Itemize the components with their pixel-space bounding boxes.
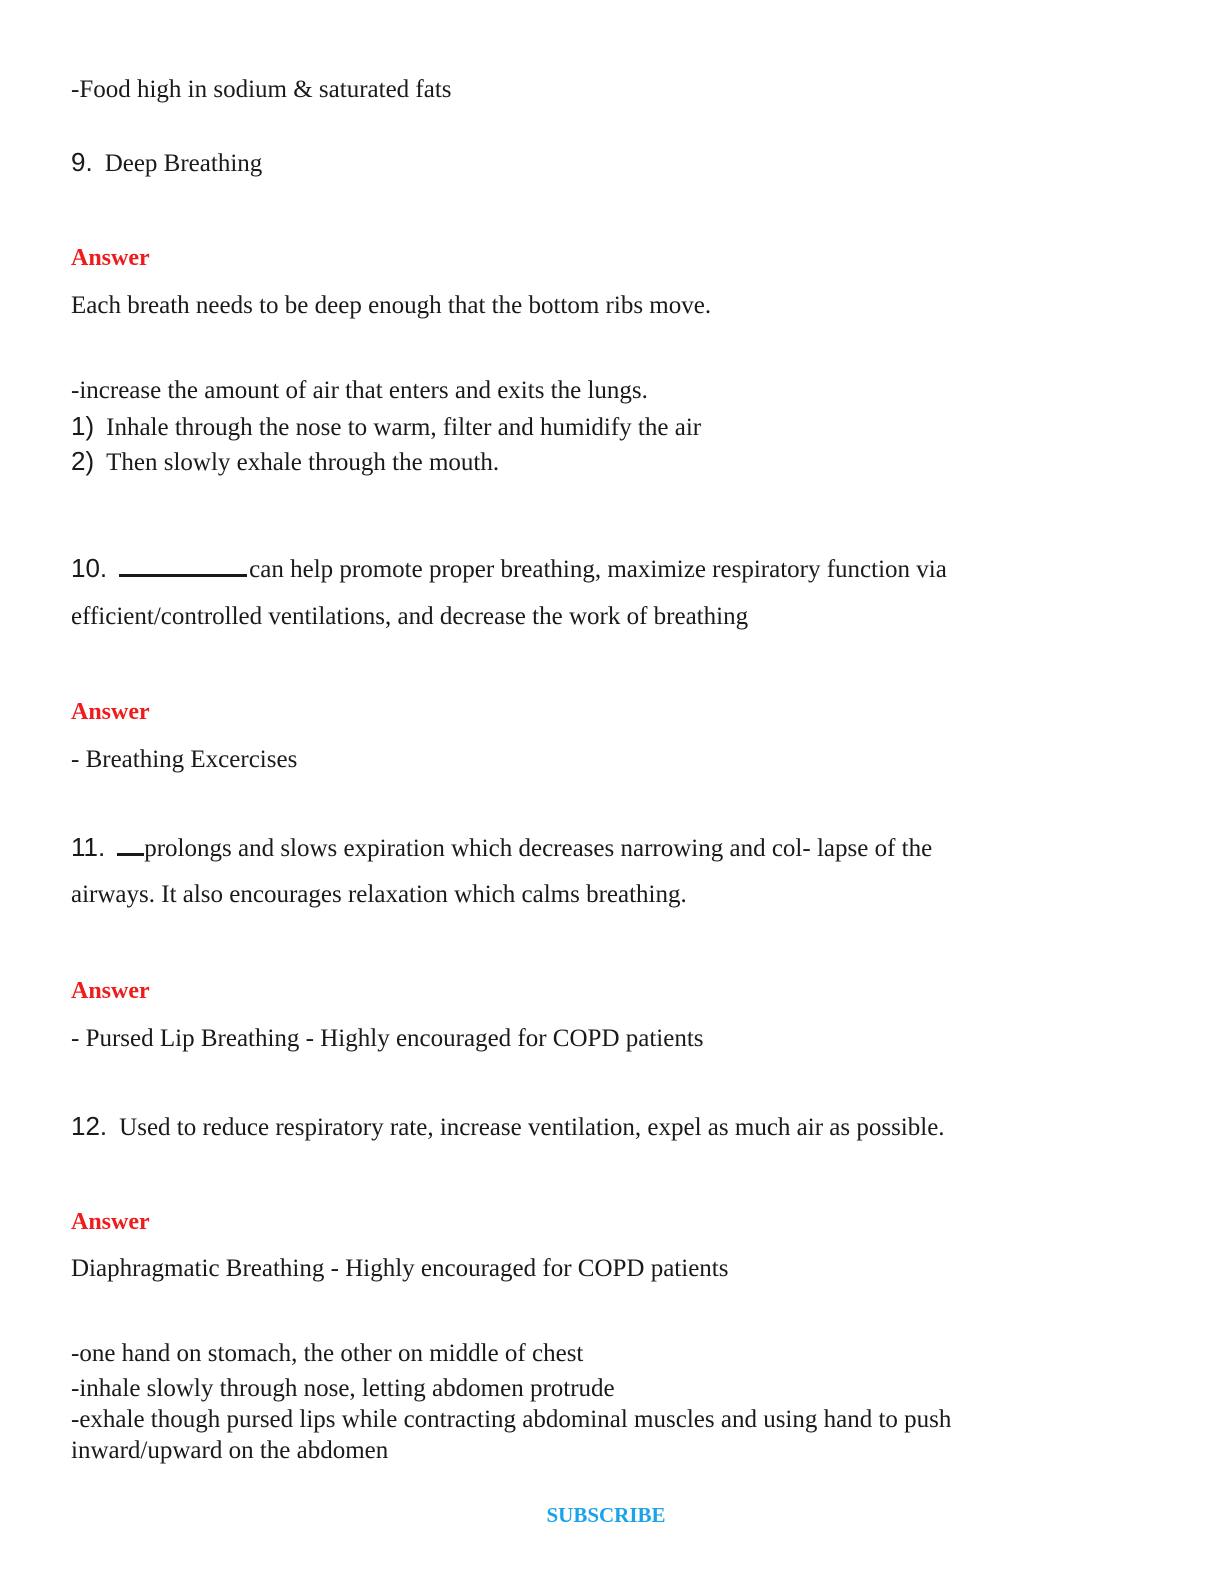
question-10-answer: - Breathing Excercises [71,746,298,773]
question-9-step-2 [71,446,499,478]
question-12-answer: Diaphragmatic Breathing - Highly encouraged for COPD patients [71,1255,729,1282]
question-12 [71,1111,945,1143]
question-9-number: 9. [71,147,93,177]
step-2-text: Then slowly exhale through the mouth. [106,449,500,476]
question-11-text-line2: airways. It also encourages relaxation which calms breathing. [71,881,687,908]
question-12-detail-1: -one hand on stomach, the other on middle of chest [71,1340,584,1367]
question-10-text-line1: can help promote proper breathing, maximize respiratory function via [249,556,947,583]
question-11-blank [117,835,144,856]
question-9-text: Deep Breathing [104,150,263,177]
question-12-detail-3: -exhale though pursed lips while contracting abdominal muscles and using hand to push [71,1406,952,1433]
question-11-text-line1: prolongs and slows expiration which decreases narrowing and col- lapse of the [144,835,933,862]
step-1-number: 1) [71,411,95,441]
question-10-text-line2: efficient/controlled ventilations, and decrease the work of breathing [71,603,749,630]
question-9-detail: -increase the amount of air that enters and exits the lungs. [71,377,648,404]
question-10-blank [119,556,247,577]
question-9-answer: Each breath needs to be deep enough that the bottom ribs move. [71,292,712,319]
step-2-number: 2) [71,446,95,476]
question-11-answer: - Pursed Lip Breathing - Highly encouraged for COPD patients [71,1025,704,1052]
question-9 [71,147,262,179]
question-12-answer-label: Answer [71,1209,150,1235]
question-10-number: 10. [71,553,108,583]
question-12-detail-4: inward/upward on the abdomen [71,1437,389,1464]
step-1-text: Inhale through the nose to warm, filter and humidify the air [106,414,702,441]
question-11-number: 11. [71,832,106,862]
subscribe-link[interactable]: SUBSCRIBE [546,1503,666,1527]
question-11-answer-label: Answer [71,978,150,1004]
question-9-answer-label: Answer [71,245,150,271]
question-10 [71,553,947,585]
question-10-answer-label: Answer [71,699,150,725]
question-11 [71,832,932,864]
question-12-detail-2: -inhale slowly through nose, letting abdomen protrude [71,1375,615,1402]
intro-line: -Food high in sodium & saturated fats [71,76,452,103]
question-9-step-1 [71,411,701,443]
question-12-text: Used to reduce respiratory rate, increase ventilation, expel as much air as possible. [119,1114,945,1141]
question-12-number: 12. [71,1111,108,1141]
